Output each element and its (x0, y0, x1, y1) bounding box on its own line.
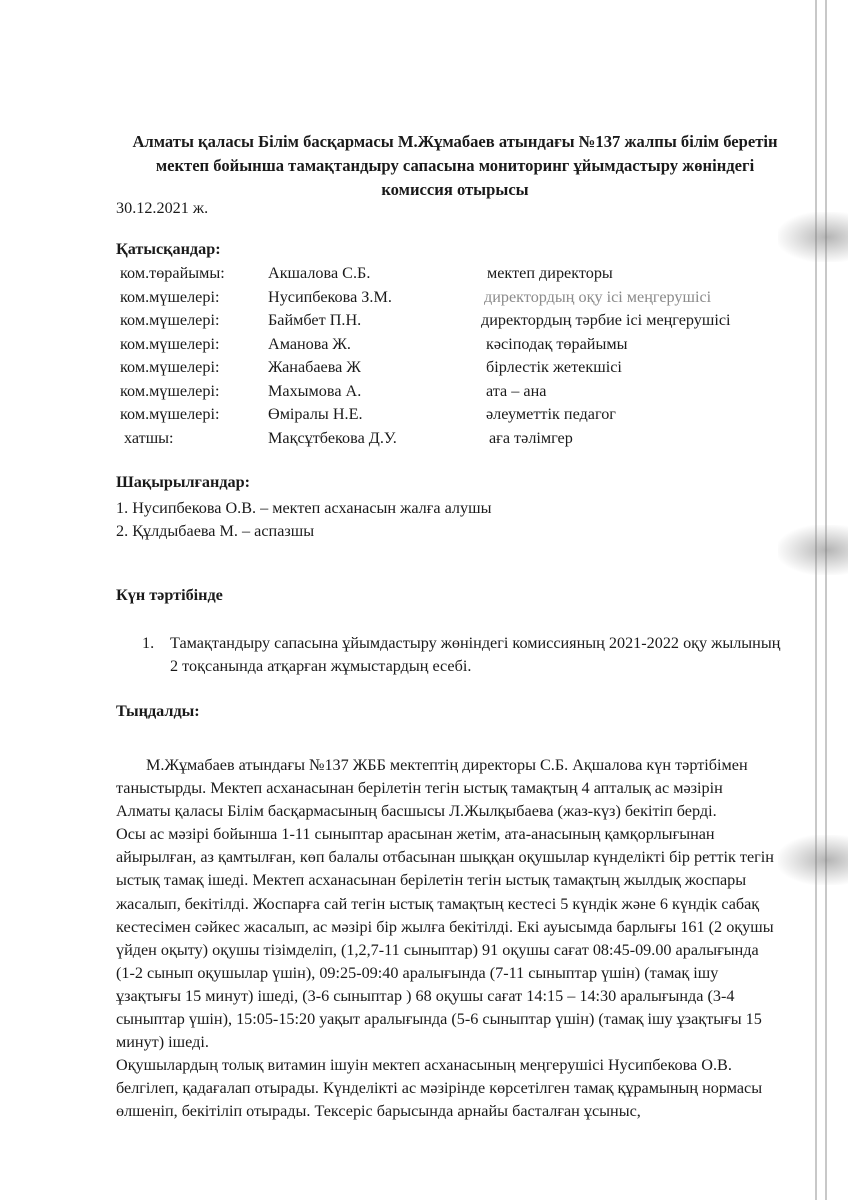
participant-row (120, 311, 770, 335)
participant-position: ата – ана (486, 381, 547, 400)
scan-artifact-smudge (778, 212, 848, 262)
participant-name: Мақсұтбекова Д.У. (268, 428, 397, 447)
minutes-body (116, 754, 776, 1124)
participant-role: ком.мүшелері: (120, 334, 220, 353)
agenda-item-text: Тамақтандыру сапасына ұйымдастыру жөніндегі комиссияның 2021-2022 оқу жылының 2 тоқсанында атқарған жұмыстардың есебі. (170, 634, 781, 675)
participant-row (120, 382, 770, 406)
participant-role: ком.мүшелері: (120, 381, 220, 400)
participant-name: Жанабаева Ж (268, 358, 361, 376)
participant-role: ком.мүшелері: (120, 358, 220, 376)
body-paragraph: М.Жұмабаев атындағы №137 ЖББ мектептің директоры С.Б. Ақшалова күн тәртібімен таныстырды. Мектеп асханасынан берілетін тегін ыстық тамақтың 4 апталық ас мәзірін Алматы қаласы Білім басқармасының басшысы Л.Жылқыбаева (жаз-күз) бекітіп берді. (116, 756, 748, 821)
scan-artifact-line (815, 0, 817, 1200)
participant-name: Махымова А. (268, 381, 362, 400)
body-paragraph: Осы ас мәзірі бойынша 1-11 сыныптар арасынан жетім, ата-анасының қамқорлығынан айырылған, аз қамтылған, көп балалы отбасынан шыққан оқушылар күнделікті бір реттік тегін ыстық тамақ ішеді. Мектеп асханасынан берілетін тегін ыстық тамақтың жылдық жоспары жасалып, бекітілді. Жоспарға сай тегін ыстық тамақтың кестесі 5 күндік және 6 күндік сабақ кестесімен сәйкес жасалып, ас мәзірі бір жылға бекітілді. Екі ауысымда барлығы 161 (2 оқушы үйден оқыту) оқушы тізімделіп, (1,2,7-11 сыныптар) 91 оқушы сағат 08:45-09.00 аралығында (1-2 сынып оқушылар үшін), 09:25-09:40 аралығында (7-11 сыныптар үшін) (тамақ ішу ұзақтығы 15 минут) ішеді, (3-6 сыныптар ) 68 оқушы сағат 14:15 – 14:30 аралығында (3-4 сыныптар үшін), 15:05-15:20 уақыт аралығында (5-6 сыныптар үшін) (тамақ ішу ұзақтығы 15 минут) ішеді. (116, 825, 774, 1052)
participant-position: кәсіподақ төрайымы (486, 334, 628, 353)
participant-role: ком.мүшелері: (120, 287, 220, 306)
participant-row (120, 335, 770, 359)
participant-row (120, 429, 770, 453)
document-title (110, 130, 800, 202)
agenda-list (142, 632, 782, 678)
invited-item: 2. Құлдыбаева М. – аспазшы (116, 522, 315, 540)
invited-list (116, 497, 491, 543)
participant-name: Акшалова С.Б. (268, 264, 371, 282)
participant-name: Баймбет П.Н. (268, 311, 362, 329)
scan-artifact-line (825, 0, 827, 1200)
participant-role: ком.мүшелері: (120, 311, 220, 329)
participant-position: мектеп директоры (487, 264, 613, 282)
participant-role: хатшы: (124, 428, 174, 447)
title-line: комиссия отырысы (381, 180, 529, 199)
participant-role: ком.мүшелері: (120, 405, 220, 423)
participant-row (120, 264, 770, 288)
participant-position: директордың тәрбие ісі меңгерушісі (481, 311, 731, 329)
body-paragraph: Оқушылардың толық витамин ішуін мектеп асханасының меңгерушісі Нусипбекова О.В. белгілеп, қадағалап отырады. Күнделікті ас мәзірінде көрсетілген тамақ құрамының нормасы өлшеніп, бекітіліп отырады. Тексеріс барысында арнайы басталған ұсыныс, (116, 1056, 763, 1121)
participant-row (120, 358, 770, 382)
participant-role: ком.төрайымы: (120, 264, 225, 282)
participant-name: Өміралы Н.Е. (268, 405, 363, 423)
participants-heading: Қатысқандар: (116, 240, 221, 258)
invited-heading: Шақырылғандар: (116, 473, 251, 491)
scan-artifact-smudge (778, 525, 848, 575)
heard-heading: Тыңдалды: (116, 702, 200, 720)
agenda-item-number: 1. (142, 634, 155, 652)
title-line: мектеп бойынша тамақтандыру сапасына мониторинг ұйымдастыру жөніндегі (155, 156, 755, 175)
participant-position: директордың оқу ісі меңгерушісі (484, 287, 712, 306)
invited-item: 1. Нусипбекова О.В. – мектеп асханасын жалға алушы (116, 499, 492, 517)
agenda-item (142, 632, 782, 678)
participant-name: Аманова Ж. (268, 334, 351, 353)
title-line: Алматы қаласы Білім басқармасы М.Жұмабаев атындағы №137 жалпы білім беретін (132, 132, 778, 151)
participant-name: Нусипбекова З.М. (268, 287, 392, 306)
meeting-date: 30.12.2021 ж. (116, 199, 209, 217)
participant-position: бірлестік жетекшісі (486, 358, 622, 376)
participants-list (120, 264, 770, 452)
participant-row (120, 288, 770, 312)
participant-position: аға тәлімгер (489, 428, 573, 447)
participant-row (120, 405, 770, 429)
participant-position: әлеуметтік педагог (486, 405, 616, 423)
scan-artifact-smudge (778, 835, 848, 885)
agenda-heading: Күн тәртібінде (116, 586, 223, 604)
